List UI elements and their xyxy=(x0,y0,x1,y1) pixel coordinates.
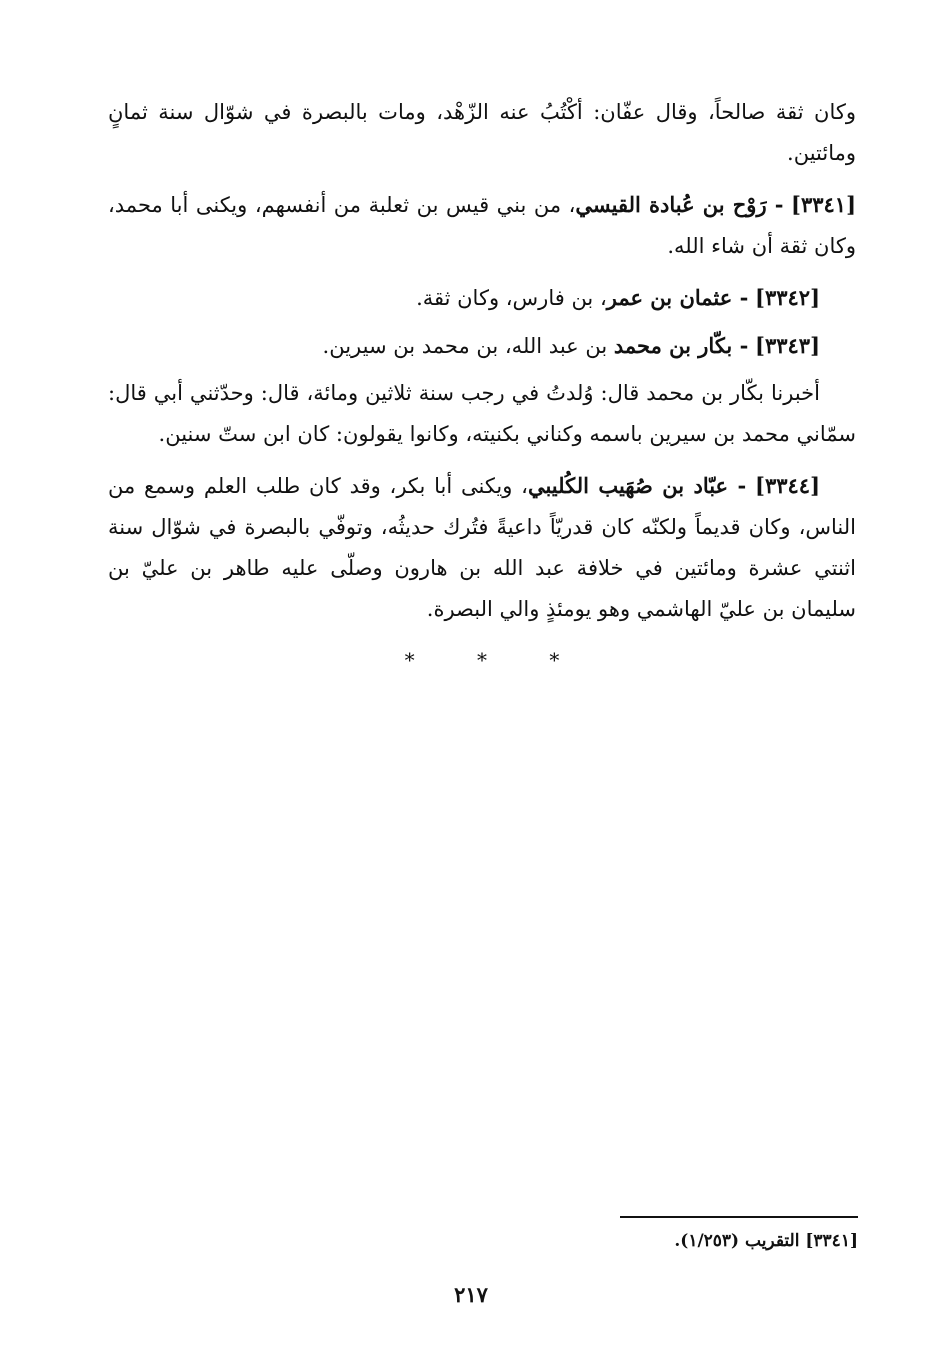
main-text xyxy=(108,92,856,681)
section-separator xyxy=(108,640,856,681)
footnote-divider xyxy=(620,1216,858,1218)
footnote: [٣٣٤١] التقريب (١/٢٥٣). xyxy=(674,1231,858,1251)
entry-number: [٣٣٤٣] xyxy=(755,333,820,358)
separator-star: * xyxy=(549,648,560,672)
entry-name: - رَوْح بن عُبادة القيسي xyxy=(575,192,784,217)
entry-text: ، من بني قيس بن ثعلبة من أنفسهم، ويكنى أبا محمد، وكان ثقة أن شاء الله. xyxy=(108,193,856,258)
entry-text: ، بن فارس، وكان ثقة. xyxy=(416,286,607,310)
entry-number: [٣٣٤٢] xyxy=(755,285,820,310)
paragraph-text: وكان ثقة صالحاً، وقال عفّان: أكْتُبُ عنه الزّهْد، ومات بالبصرة في شوّال سنة ثمانٍ ومائتين. xyxy=(108,100,856,165)
entry-name: - بكّار بن محمد xyxy=(613,333,749,358)
entry-3341 xyxy=(108,184,856,267)
entry-3342 xyxy=(108,277,856,319)
entry-name: - عثمان بن عمر xyxy=(606,285,749,310)
entry-name: - عبّاد بن صُهَيب الكُليبي xyxy=(527,473,747,498)
separator-star: * xyxy=(404,648,415,672)
paragraph-text: أخبرنا بكّار بن محمد قال: وُلدتُ في رجب سنة ثلاثين ومائة، قال: وحدّثني أبي قال: سمّاني محمد بن سيرين باسمه وكناني بكنيته، وكانوا يقولون: كان ابن ستّ سنين. xyxy=(108,381,856,446)
page-number: ٢١٧ xyxy=(454,1282,488,1307)
entry-number: [٣٣٤٤] xyxy=(755,473,820,498)
separator-star: * xyxy=(477,648,487,672)
entry-3343 xyxy=(108,325,856,367)
entry-number: [٣٣٤١] xyxy=(791,192,856,217)
narration-paragraph xyxy=(108,373,856,455)
entry-text: ، ويكنى أبا بكر، وقد كان طلب العلم وسمع من الناس، وكان قديماً ولكنّه كان قدريّاً داعيةً فتُرك حديثُه، وتوفّي بالبصرة في شوّال سنة اثنتي عشرة ومائتين في خلافة عبد الله بن هارون وصلّى عليه طاهر بن عليّ بن سليمان بن عليّ الهاشمي وهو يومئذٍ والي البصرة. xyxy=(108,474,856,621)
paragraph-continuation xyxy=(108,92,856,174)
entry-text: بن عبد الله، بن محمد بن سيرين. xyxy=(322,334,614,358)
entry-3344 xyxy=(108,465,856,630)
